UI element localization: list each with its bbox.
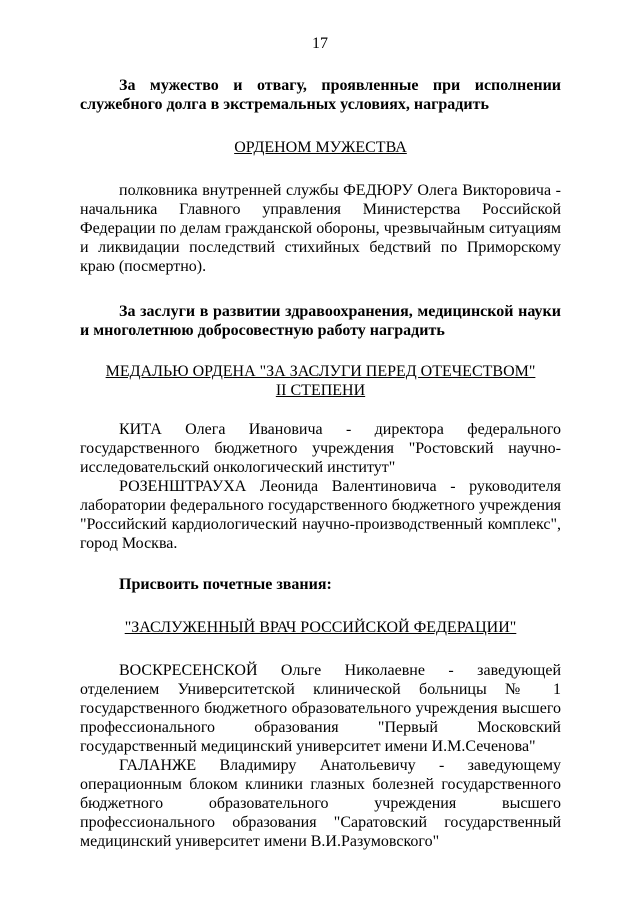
page-number: 17 [312, 35, 328, 52]
titles-heading: Присвоить почетные звания: [119, 576, 332, 593]
titles-recipient-voskresenskaya: ВОСКРЕСЕНСКОЙ Ольге Николаевне - заведующей отделением Университетской клинической больницы № 1 государственного бюджетного образовательного учреждения высшего профессионального образования "Первый Московский государственный медицинский университет имени И.М.Сеченова" [80, 662, 561, 755]
health-heading: За заслуги в развитии здравоохранения, медицинской науки и многолетнюю добросовестную работу наградить [80, 303, 561, 339]
decree-body [80, 76, 561, 851]
courage-award-title: ОРДЕНОМ МУЖЕСТВА [234, 139, 407, 156]
health-award-title-line2: II СТЕПЕНИ [275, 382, 366, 399]
health-award-title-line1: МЕДАЛЬЮ ОРДЕНА "ЗА ЗАСЛУГИ ПЕРЕД ОТЕЧЕСТВОМ" [105, 363, 536, 380]
courage-heading: За мужество и отвагу, проявленные при исполнении служебного долга в экстремальных условиях, наградить [80, 77, 561, 113]
health-recipient-rozenshtraukh: РОЗЕНШТРАУХА Леонида Валентиновича - руководителя лаборатории федерального государственного бюджетного учреждения "Российский кардиологический научно-производственный комплекс", город Москва. [80, 478, 561, 552]
courage-recipient: полковника внутренней службы ФЕДЮРУ Олега Викторовича - начальника Главного управления Министерства Российской Федерации по делам гражданской обороны, чрезвычайным ситуациям и ликвидации последствий стихийных бедствий по Приморскому краю (посмертно). [80, 182, 561, 275]
health-recipient-kit: КИТА Олега Ивановича - директора федерального государственного бюджетного учреждения "Ростовский научно-исследовательский онкологический институт" [80, 421, 561, 476]
titles-recipient-galanzha: ГАЛАНЖЕ Владимиру Анатольевичу - заведующему операционным блоком клиники глазных болезней государственного бюджетного образовательного учреждения высшего профессионального образования "Саратовский государственный медицинский университет имени В.И.Разумовского" [80, 757, 561, 850]
titles-award-title: "ЗАСЛУЖЕННЫЙ ВРАЧ РОССИЙСКОЙ ФЕДЕРАЦИИ" [124, 619, 517, 636]
